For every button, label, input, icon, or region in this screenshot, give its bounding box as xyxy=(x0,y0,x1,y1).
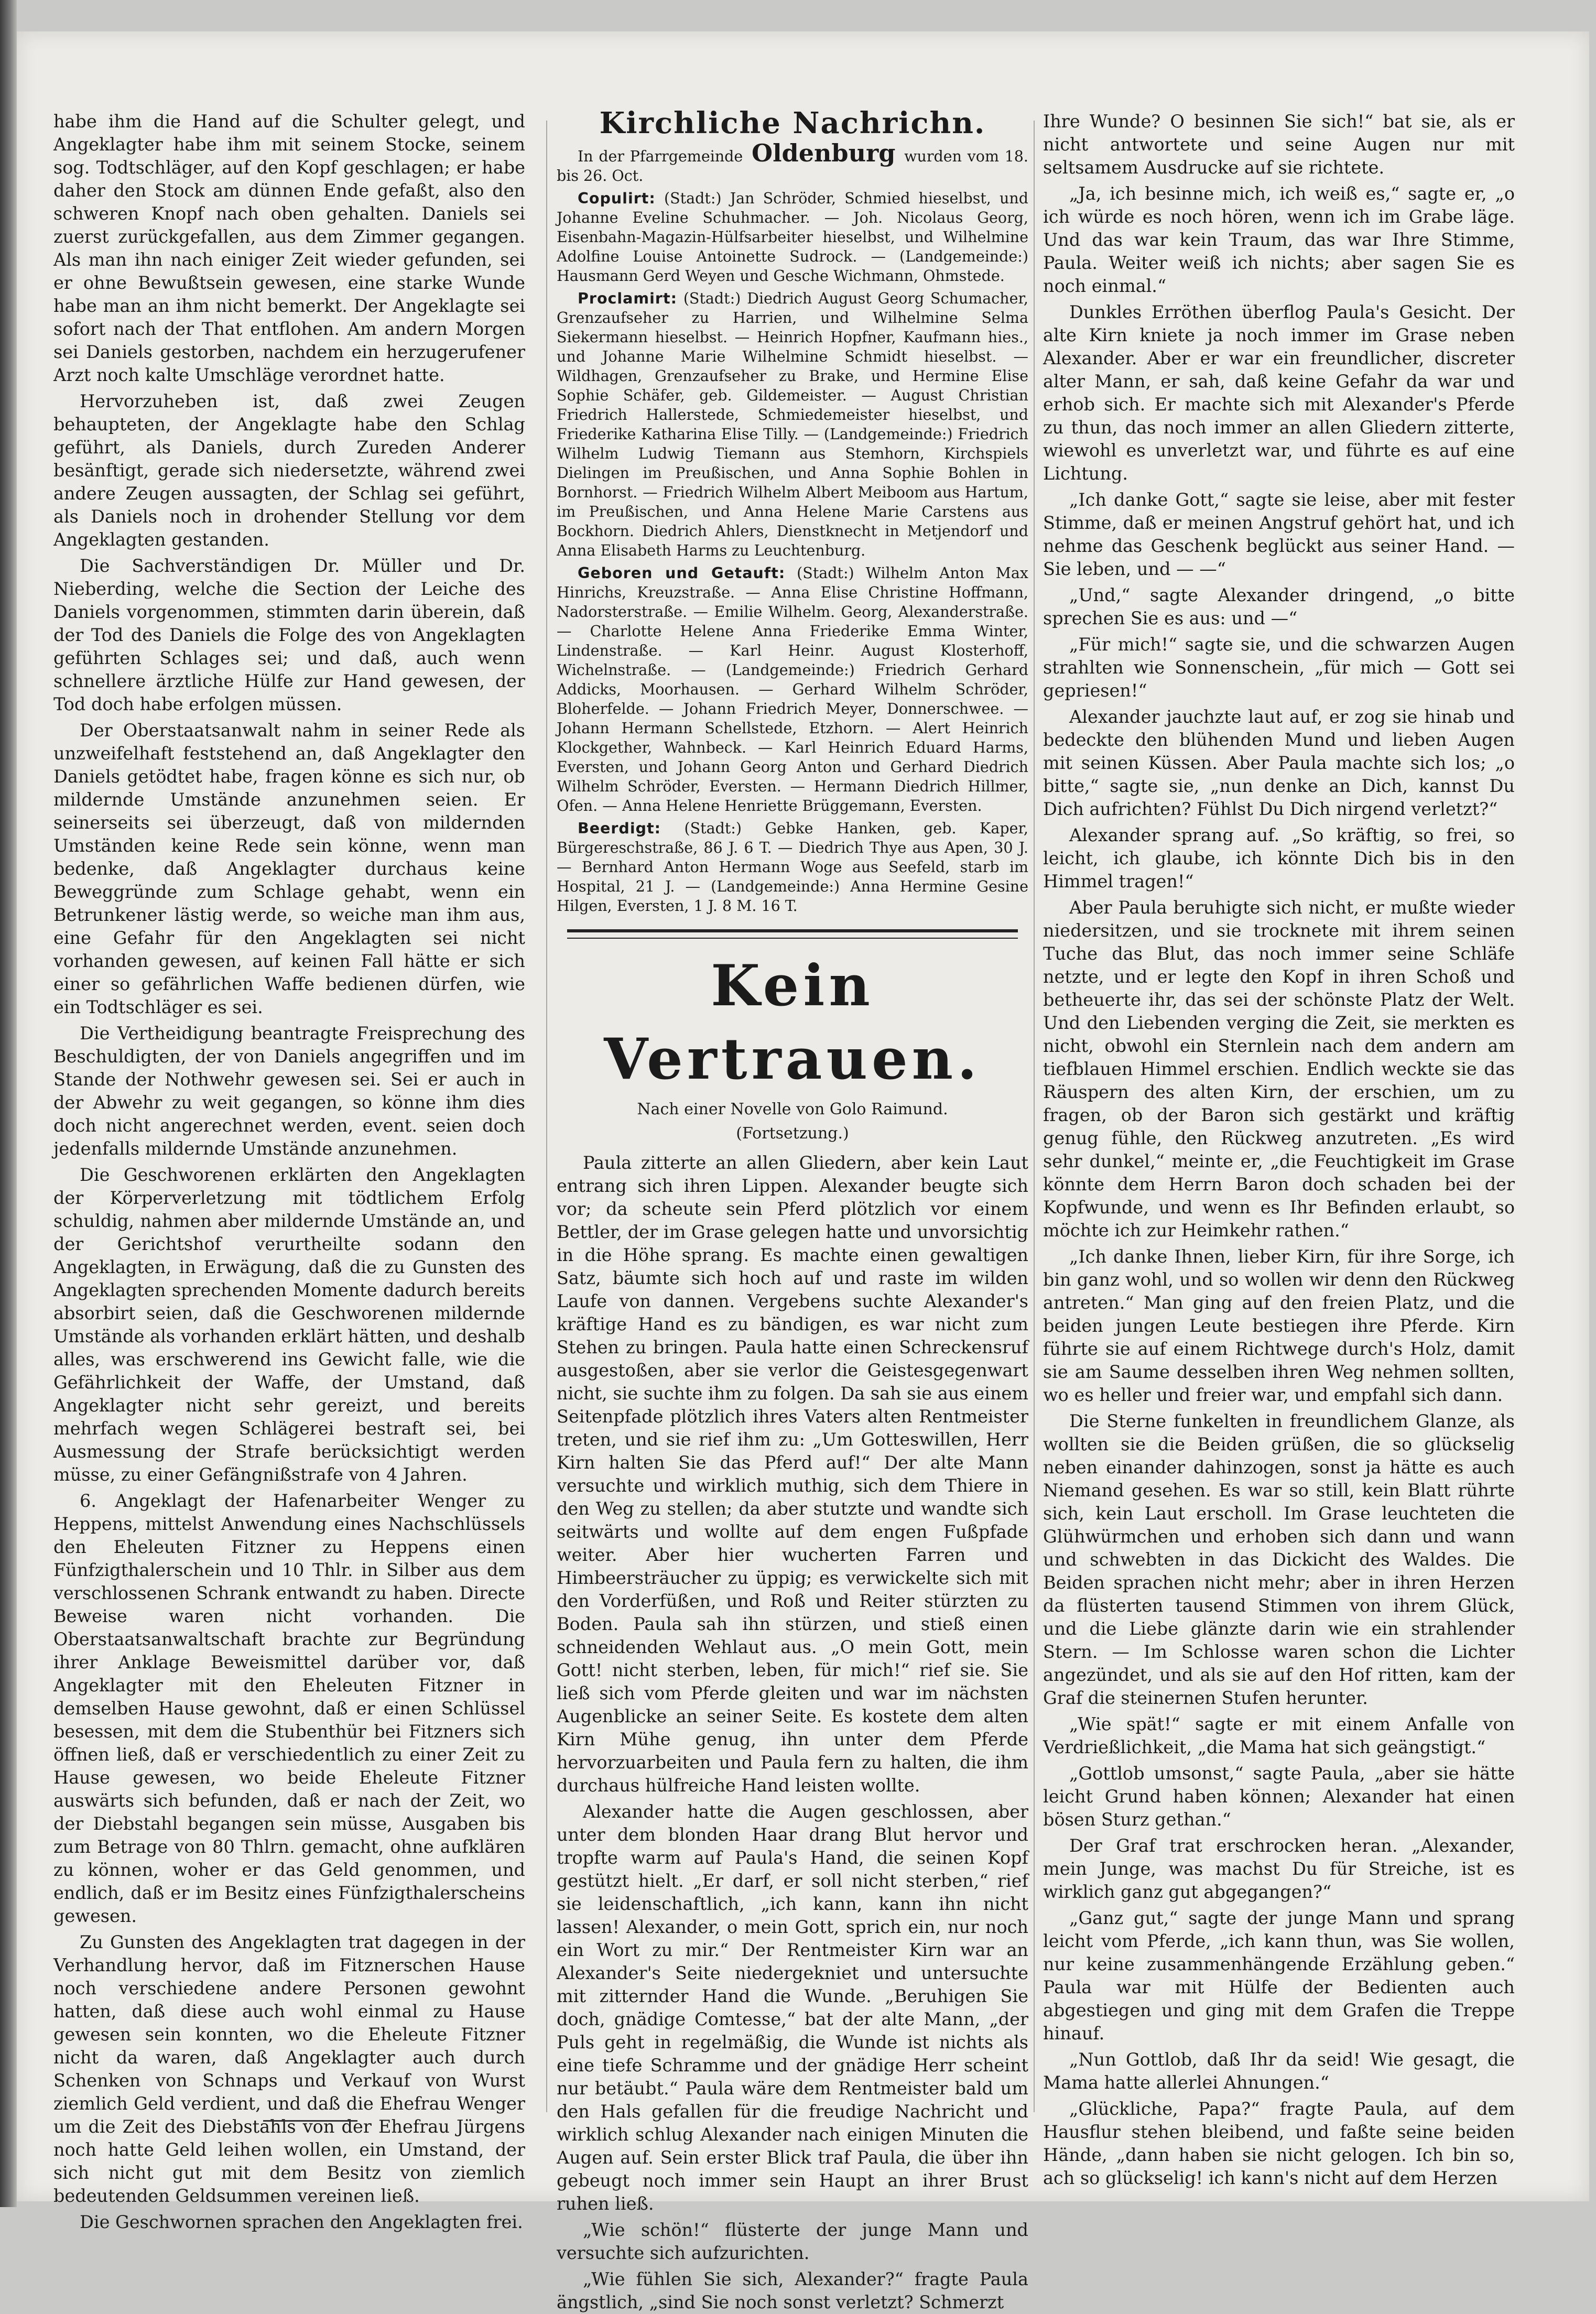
column-left xyxy=(53,110,525,2232)
rubric-text: (Stadt:) Wilhelm Anton Max Hinrichs, Kreuzstraße. — Anna Elise Christine Hoffmann, Nadorsterstraße. — Emilie Wilhelm. Georg, Alexanderstraße. — Charlotte Helene Anna Friederike Emma Winter, Lindenstraße. — Karl Heinr. August Klosterhoff, Wichelnstraße. — (Landgemeinde:) Friedrich Gerhard Addicks, Moorhausen. — Gerhard Wilhelm Schröder, Bloherfelde. — Johann Friedrich Meyer, Donnerschwee. — Johann Hermann Schellstede, Etzhorn. — Alert Heinrich Klockgether, Wahnbeck. — Karl Heinrich Eduard Harms, Eversten, und Johann Georg Anton und Gerhard Diedrich Wilhelm Schröder, Eversten. — Hermann Diedrich Hillmer, Ofen. — Anna Helene Henriette Brüggemann, Eversten. xyxy=(557,564,1028,814)
paragraph: „Gottlob umsonst,“ sagte Paula, „aber sie hätte leicht Grund haben können; Alexander hat einen bösen Sturz gethan.“ xyxy=(1043,1763,1515,1830)
paragraph: „Wie schön!“ flüsterte der junge Mann und versuchte sich aufzurichten. xyxy=(557,2220,1028,2263)
intro-text: In der Pfarrgemeinde xyxy=(578,148,743,165)
paragraph: 6. Angeklagt der Hafenarbeiter Wenger zu Heppens, mittelst Anwendung eines Nachschlüssels den Eheleuten Fitzner zu Heppens einen Fünfzigthalerschein und 10 Thlr. in Silber aus dem verschlossenen Schrank entwandt zu haben. Directe Beweise waren nicht vorhanden. Die Oberstaatsanwaltschaft brachte zur Begründung ihrer Anklage Beweismittel darüber vor, daß Angeklagter mit den Eheleuten Fitzner in demselben Hause gewohnt, daß er einen Schlüssel besessen, mit dem die Stubenthür bei Fitzners sich öffnen ließ, daß er verschiedentlich zu einer Zeit zu Hause gewesen, wo beide Eheleute Fitzner auswärts sich befunden, daß er nach der Zeit, wo der Diebstahl begangen sein müsse, Ausgaben bis zum Betrage von 80 Thlrn. gemacht, ohne aufklären zu können, woher er das Geld genommen, und endlich, daß er im Besitz eines Fünfzigthalerscheins gewesen. xyxy=(53,1491,525,1926)
paragraph: Alexander hatte die Augen geschlossen, aber unter dem blonden Haar drang Blut hervor und tropfte warm auf Paula's Hand, die seinen Kopf gestützt hielt. „Er darf, er soll nicht sterben,“ rief sie leidenschaftlich, „ich kann, kann ihn nicht lassen! Alexander, o mein Gott, sprich ein, nur noch ein Wort zu mir.“ Der Rentmeister Kirn war an Alexander's Seite niedergekniet und untersuchte mit zitternder Hand die Wunde. „Beruhigen Sie doch, gnädige Comtesse,“ bat der alte Mann, „der Puls geht in regelmäßig, die Wunde ist nichts als eine tiefe Schramme und der gnädige Herr scheint nur betäubt.“ Paula wäre dem Rentmeister bald um den Hals gefallen für die freudige Nachricht und wirklich schlug Alexander nach einigen Minuten die Augen auf. Sein erster Blick traf Paula, die über ihn gebeugt noch immer sein Haupt an ihrer Brust ruhen ließ. xyxy=(557,1801,1028,2214)
notice-proclamirt xyxy=(557,289,1028,560)
paragraph: Die Sterne funkelten in freundlichem Glanze, als wollten sie die Beiden grüßen, die so glückselig neben einander dahinzogen, sonst ja hätte es auch Niemand gesehen. Es war so still, kein Blatt rührte sich, kein Laut erscholl. Im Grase leuchteten die Glühwürmchen und erhoben sich dann und wann und schwebten in das Dickicht des Waldes. Die Beiden sprachen nicht mehr; aber in ihren Herzen da flüsterten tausend Stimmen von ihrem Glück, und die Liebe glänzte darin wie ein strahlender Stern. — Im Schlosse waren schon die Lichter angezündet, und als sie auf den Hof ritten, kam der Graf die steinernen Stufen herunter. xyxy=(1043,1411,1515,1708)
newspaper-page xyxy=(17,31,1589,2312)
paragraph: Paula zitterte an allen Gliedern, aber kein Laut entrang sich ihren Lippen. Alexander beugte sich vor; da scheute sein Pferd plötzlich vor einem Bettler, der im Grase gelegen hatte und unvorsichtig in die Höhe sprang. Es machte einen gewaltigen Satz, bäumte sich hoch auf und raste im wilden Laufe von dannen. Vergebens suchte Alexander's kräftige Hand es zu bändigen, es war nicht zum Stehen zu bringen. Paula hatte einen Schreckensruf ausgestoßen, aber sie verlor die Geistesgegenwart nicht, sie suchte ihm zu folgen. Da sah sie aus einem Seitenpfade plötzlich ihres Vaters alten Rentmeister treten, und sie rief ihm zu: „Um Gotteswillen, Herr Kirn halten Sie das Pferd auf!“ Der alte Mann versuchte und wirklich muthig, sich dem Thiere in den Weg zu stellen; da aber stutzte und wandte sich seitwärts und wollte auf dem engen Fußpfade weiter. Aber hier wucherten Farren und Himbeersträucher zu üppig; es verwickelte sich mit den Vorderfüßen, und Roß und Reiter stürzten zu Boden. Paula sah ihn stürzen, und stieß einen schneidenden Wehlaut aus. „O mein Gott, mein Gott! nicht sterben, leben, für mich!“ rief sie. Sie ließ sich vom Pferde gleiten und war im nächsten Augenblicke an seiner Seite. Es kostete dem alten Kirn Mühe genug, ihn unter dem Pferde hervorzuarbeiten und Paula fern zu halten, die ihm durchaus hülfreiche Hand leisten wollte. xyxy=(557,1153,1028,1796)
paragraph: „Ganz gut,“ sagte der junge Mann und sprang leicht vom Pferde, „ich kann thun, was Sie wollen, nur keine zusammenhängende Erzählung geben.“ Paula war mit Hülfe der Bedienten auch abgestiegen und ging mit dem Grafen die Treppe hinauf. xyxy=(1043,1908,1515,2044)
paragraph: Alexander sprang auf. „So kräftig, so frei, so leicht, ich glaube, ich könnte Dich bis in den Himmel tragen!“ xyxy=(1043,825,1515,892)
rubric-label: Copulirt: xyxy=(578,190,656,207)
paragraph: „Wie spät!“ sagte er mit einem Anfalle von Verdrießlichkeit, „die Mama hat sich geängstigt.“ xyxy=(1043,1714,1515,1757)
paragraph: Der Oberstaatsanwalt nahm in seiner Rede als unzweifelhaft feststehend an, daß Angeklagter den Daniels getödtet habe, fragen könne es sich nur, ob mildernde Umstände anzunehmen seien. Er seinerseits sei überzeugt, daß von mildernden Umständen keine Rede sein könne, wenn man bedenke, daß Angeklagter durchaus keine Beweggründe zum Schlage gehabt, wenn ein Betrunkener lästig werde, so weiche man ihm aus, eine Gefahr für den Angeklagten sei nicht vorhanden gewesen, auf keinen Fall hätte er sich einer so gefährlichen Waffe bedienen dürfen, wie ein Todtschläger es sei. xyxy=(53,720,525,1017)
story-continuation: (Fortsetzung.) xyxy=(736,1124,849,1143)
rubric-text: (Stadt:) Jan Schröder, Schmied hieselbst, und Johanne Eveline Schuhmacher. — Joh. Nicolaus Georg, Eisenbahn-Magazin-Hülfsarbeiter hieselbst, und Wilhelmine Adolfine Louise Antoinette Sudrock. — (Landgemeinde:) Hausmann Gerd Weyen und Gesche Wichmann, Ohmstede. xyxy=(557,190,1029,285)
paragraph: Hervorzuheben ist, daß zwei Zeugen behaupteten, der Angeklagte habe den Schlag geführt, als Daniels, durch Zureden Anderer besänftigt, gerade sich niedersetzte, während zwei andere Zeugen aussagten, der Schlag sei geführt, als Daniels noch in drohender Stellung vor dem Angeklagten gestanden. xyxy=(53,391,525,550)
paragraph: „Glückliche, Papa?“ fragte Paula, auf dem Hausflur stehen bleibend, und faßte seine beiden Hände, „dann haben sie nicht gelogen. Ich bin so, ach so glückselig! ich kann's nicht auf dem Herzen xyxy=(1043,2099,1515,2188)
story-byline: Nach einer Novelle von Golo Raimund. xyxy=(637,1100,948,1118)
paragraph: habe ihm die Hand auf die Schulter gelegt, und Angeklagter habe ihm mit seinem Stocke, seinem sog. Todtschläger, auf den Kopf geschlagen; er habe daher den Stock am dünnen Ende gefaßt, also den schweren Knopf nach oben gehalten. Daniels sei zuerst zurückgefallen, aus dem Zimmer gegangen. Als man ihn nach einiger Zeit wieder gefunden, sei er ohne Bewußtsein gewesen, eine starke Wunde habe man an ihm nicht bemerkt. Der Angeklagte sei sofort nach der That entflohen. Am andern Morgen sei Daniels gestorben, nachdem ein herzugerufener Arzt noch kalte Umschläge verordnet hatte. xyxy=(53,111,525,385)
paragraph: „Ich danke Ihnen, lieber Kirn, für ihre Sorge, ich bin ganz wohl, und so wollen wir denn den Rückweg antreten.“ Man ging auf den freien Platz, und die beiden jungen Leute bestiegen ihre Pferde. Kirn führte sie auf einem Richtwege durch's Holz, damit sie am Saume desselben ihren Weg nehmen sollten, wo es heller und freier war, und empfahl sich dann. xyxy=(1043,1246,1515,1405)
rubric-label: Proclamirt: xyxy=(578,290,677,307)
notice-geboren xyxy=(557,563,1028,816)
rubric-text: (Stadt:) Diedrich August Georg Schumacher, Grenzaufseher zu Harrien, und Wilhelmine Selma Siekermann hieselbst. — Heinrich Hopfner, Kaufmann hies., und Johanne Marie Wilhelmine Schmidt hieselbst. — Wildhagen, Grenzaufseher zu Brake, und Hermine Elise Sophie Schäfer, geb. Gildemeister. — August Christian Friedrich Hallerstede, Schmiedemeister hieselbst, und Friederike Katharina Elise Tilly. — (Landgemeinde:) Friedrich Wilhelm Ludwig Tiemann aus Stemhorn, Kirchspiels Dielingen im Preußischen, und Anna Sophie Bohlen in Bornhorst. — Friedrich Wilhelm Albert Meiboom aus Hartum, im Preußischen, und Anna Helene Marie Carstens aus Bockhorn. Diedrich Ahlers, Dienstknecht in Metjendorf und Anna Elisabeth Harms zu Leuchtenburg. xyxy=(557,290,1028,559)
paragraph: Aber Paula beruhigte sich nicht, er mußte wieder niedersitzen, und sie trocknete mit ihrem seinen Tuche das Blut, das noch immer seine Schläfe netzte, und er legte den Kopf in ihren Schoß und betheuerte ihr, das sei der schönste Platz der Welt. Und den Liebenden verging die Zeit, sie merkten es nicht, obwohl ein Sternlein nach dem andern am tiefblauen Himmel erschien. Endlich weckte sie das Räuspern des alten Kirn, der erschien, um zu fragen, ob der Baron sich gestärkt und kräftig genug fühle, den Rückweg anzutreten. „Es wird sehr dunkel,“ meinte er, „die Feuchtigkeit im Grase könnte dem Herrn Baron doch schaden bei der Kopfwunde, und wenn es Ihr Befinden erlaubt, so möchte ich zur Heimkehr rathen.“ xyxy=(1043,897,1515,1241)
story-title: Kein Vertrauen. xyxy=(604,953,981,1092)
rubric-text: (Stadt:) Gebke Hanken, geb. Kaper, Bürgereschstraße, 86 J. 6 T. — Diedrich Thye aus Apen, 30 J. — Bernhard Anton Hermann Woge aus Seefeld, starb im Hospital, 21 J. — (Landgemeinde:) Anna Hermine Gesine Hilgen, Eversten, 1 J. 8 M. 16 T. xyxy=(557,820,1028,915)
column-divider xyxy=(546,121,547,2112)
book-spine-edge xyxy=(0,0,17,2207)
section-heading: Kirchliche Nachrichn. xyxy=(599,106,986,140)
notice-beerdigt xyxy=(557,819,1028,916)
notice-copulirt xyxy=(557,189,1028,286)
section-rule xyxy=(567,929,1018,932)
paragraph: „Nun Gottlob, daß Ihr da seid! Wie gesagt, die Mama hatte allerlei Ahnungen.“ xyxy=(1043,2049,1515,2093)
rubric-label: Beerdigt: xyxy=(578,820,661,837)
paragraph: Die Geschworenen erklärten den Angeklagten der Körperverletzung mit tödtlichem Erfolg schuldig, nahmen aber mildernde Umstände an, und der Gerichtshof verurtheilte sodann den Angeklagten, in Erwägung, daß die zu Gunsten des Angeklagten sprechenden Momente dadurch bereits absorbirt seien, daß die Geschworenen mildernde Umstände als vorhanden erklärt hätten, und deshalb alles, was erschwerend ins Gewicht falle, wie die Gefährlichkeit der Waffe, der Umstand, daß Angeklagter nicht sehr gereizt, und bereits mehrfach wegen Schlägerei bestraft sei, bei Ausmessung der Strafe berücksichtigt werden müsse, zu einer Gefängnißstrafe von 4 Jahren. xyxy=(53,1165,525,1485)
column-divider xyxy=(1034,121,1035,2112)
end-rule xyxy=(263,2120,357,2122)
paragraph: Die Geschwornen sprachen den Angeklagten frei. xyxy=(80,2212,523,2232)
paragraph: „Ich danke Gott,“ sagte sie leise, aber mit fester Stimme, daß er meinen Angstruf gehört hat, und ich nehme das Geschenk beglückt aus seiner Hand. — Sie leben, und — —“ xyxy=(1043,490,1515,579)
place-name: Oldenburg xyxy=(752,139,896,167)
section-rule xyxy=(567,938,1018,939)
paragraph: Die Sachverständigen Dr. Müller und Dr. Nieberding, welche die Section der Leiche des Daniels vorgenommen, stimmten darin überein, daß der Tod des Daniels die Folge des von Angeklagten geführten Schlages sei; und daß, auch wenn schnellere ärztliche Hülfe zur Hand gewesen, der Tod doch habe erfolgen müssen. xyxy=(53,556,525,714)
paragraph: „Ja, ich besinne mich, ich weiß es,“ sagte er, „o ich würde es noch hören, wenn ich im Grabe läge. Und das war kein Traum, das war Ihre Stimme, Paula. Weiter weiß ich nichts; aber sagen Sie es noch einmal.“ xyxy=(1043,183,1515,296)
paragraph: Ihre Wunde? O besinnen Sie sich!“ bat sie, als er nicht antwortete und seine Augen nur mit seltsamem Ausdrucke auf sie richtete. xyxy=(1043,111,1515,178)
church-news-intro xyxy=(557,139,1028,186)
paragraph: „Und,“ sagte Alexander dringend, „o bitte sprechen Sie es aus: und —“ xyxy=(1043,585,1515,628)
intro-text: wurden vom 18. bis 26. Oct. xyxy=(557,148,1028,184)
paragraph: Zu Gunsten des Angeklagten trat dagegen in der Verhandlung hervor, daß im Fitznerschen Hause noch verschiedene andere Personen gewohnt hatten, daß diese auch wohl einmal zu Hause gewesen sein konnten, wo die Eheleute Fitzner nicht da waren, daß Angeklagter auch durch Schenken von Schnaps und Verkauf von Wurst ziemlich Geld verdient, und daß die Ehefrau Wenger um die Zeit des Diebstahls von der Ehefrau Jürgens noch hatte Geld leihen wollen, ein Umstand, der sich nicht gut mit dem Besitz von ziemlich bedeutenden Geldsummen vereinen ließ. xyxy=(53,1932,525,2206)
paragraph: Die Vertheidigung beantragte Freisprechung des Beschuldigten, der von Daniels angegriffen und im Stande der Nothwehr gewesen sei. Sei er auch in der Abwehr zu weit gegangen, so könne ihm dies doch nicht angerechnet werden, event. seien doch jedenfalls mildernde Umstände anzunehmen. xyxy=(53,1023,525,1159)
rubric-label: Geboren und Getauft: xyxy=(578,564,786,582)
paragraph: Der Graf trat erschrocken heran. „Alexander, mein Junge, was machst Du für Streiche, ist es wirklich ganz gut abgegangen?“ xyxy=(1043,1835,1515,1902)
paragraph: Alexander jauchzte laut auf, er zog sie hinab und bedeckte den blühenden Mund und lieben Augen mit seinen Küssen. Aber Paula machte sich los; „o bitte,“ sagte sie, „nun denke an Dich, kannst Du Dich aufrichten? Fühlst Du Dich nirgend verletzt?“ xyxy=(1043,707,1515,819)
paragraph: „Für mich!“ sagte sie, und die schwarzen Augen strahlten wie Sonnenschein, „für mich — Gott sei gepriesen!“ xyxy=(1043,634,1515,701)
paragraph: Dunkles Erröthen überflog Paula's Gesicht. Der alte Kirn kniete ja noch immer im Grase neben Alexander. Aber er war ein freundlicher, discreter alter Mann, er sah, daß keine Gefahr da war und erhob sich. Er machte sich mit Alexander's Pferde zu thun, das noch immer an allen Gliedern zitterte, wiewohl es unverletzt war, und führte es auf eine Lichtung. xyxy=(1043,302,1515,484)
column-middle xyxy=(557,105,1029,2312)
paragraph: „Wie fühlen Sie sich, Alexander?“ fragte Paula ängstlich, „sind Sie noch sonst verletzt? Schmerzt xyxy=(557,2269,1028,2312)
column-right xyxy=(1043,110,1515,2188)
